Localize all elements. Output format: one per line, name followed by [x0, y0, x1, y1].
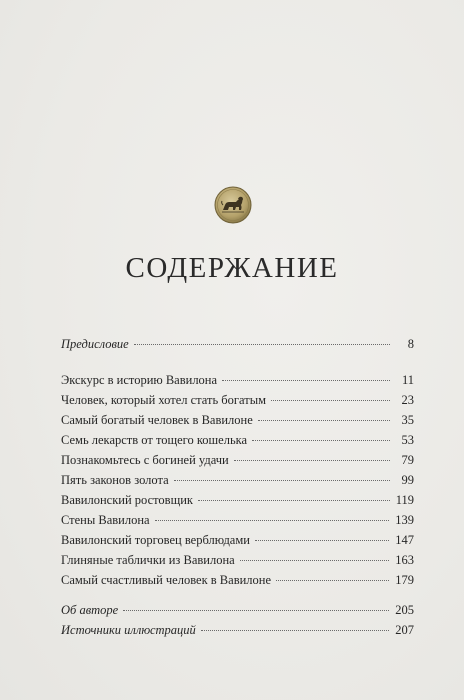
toc-leader-dots	[276, 580, 389, 581]
toc-page-number: 11	[401, 373, 414, 387]
toc-leader-dots	[255, 540, 389, 541]
page-title: СОДЕРЖАНИЕ	[125, 252, 339, 284]
toc-entry[interactable]	[61, 373, 414, 393]
toc-entry-title: Человек, который хотел стать богатым	[61, 393, 267, 407]
toc-entry[interactable]	[61, 473, 414, 493]
lion-medallion-icon	[214, 186, 252, 224]
toc-page-number: 8	[407, 337, 414, 351]
toc-leader-dots	[258, 420, 390, 421]
toc-page-number: 207	[395, 623, 414, 637]
toc-entry[interactable]	[61, 337, 414, 357]
toc-entry[interactable]	[61, 573, 414, 593]
toc-leader-dots	[201, 630, 389, 631]
toc-leader-dots	[234, 460, 390, 461]
toc-entry-title: Вавилонский ростовщик	[61, 493, 193, 507]
toc-page-number: 147	[395, 533, 414, 547]
toc-leader-dots	[123, 610, 389, 611]
toc-entry[interactable]	[61, 553, 414, 573]
toc-entry-title: Об авторе	[61, 603, 119, 617]
toc-entry-title: Источники иллюстраций	[61, 623, 196, 637]
toc-page-number: 179	[395, 573, 414, 587]
toc-entry[interactable]	[61, 623, 414, 643]
toc-entry-title: Познакомьтесь с богиней удачи	[61, 453, 229, 467]
toc-entry[interactable]	[61, 513, 414, 533]
toc-page-number: 205	[395, 603, 414, 617]
toc-page-number: 99	[401, 473, 414, 487]
toc-entry-title: Вавилонский торговец верблюдами	[61, 533, 250, 547]
toc-entry-title: Семь лекарств от тощего кошелька	[61, 433, 248, 447]
toc-page-number: 23	[401, 393, 414, 407]
toc-page-number: 139	[395, 513, 414, 527]
toc-entry-title: Экскурс в историю Вавилона	[61, 373, 218, 387]
toc-entry-title: Самый счастливый человек в Вавилоне	[61, 573, 272, 587]
toc-page-number: 163	[395, 553, 414, 567]
toc-entry-title: Самый богатый человек в Вавилоне	[61, 413, 253, 427]
toc-leader-dots	[222, 380, 390, 381]
toc-page-number: 79	[401, 453, 414, 467]
toc-entry[interactable]	[61, 393, 414, 413]
toc-entry-title: Пять законов золота	[61, 473, 169, 487]
toc-entry[interactable]	[61, 533, 414, 553]
toc-leader-dots	[174, 480, 390, 481]
toc-page-number: 53	[401, 433, 414, 447]
toc-entry-title: Глиняные таблички из Вавилона	[61, 553, 235, 567]
toc-leader-dots	[252, 440, 390, 441]
toc-entry[interactable]	[61, 603, 414, 623]
toc-leader-dots	[155, 520, 390, 521]
toc-page-number: 119	[395, 493, 414, 507]
toc-entry[interactable]	[61, 433, 414, 453]
toc-page-number: 35	[401, 413, 414, 427]
toc-leader-dots	[240, 560, 390, 561]
toc-leader-dots	[198, 500, 390, 501]
toc-entry[interactable]	[61, 453, 414, 473]
toc-entry[interactable]	[61, 413, 414, 433]
toc-leader-dots	[134, 344, 390, 345]
toc-leader-dots	[271, 400, 390, 401]
toc-entry[interactable]	[61, 493, 414, 513]
toc-entry-title: Предисловие	[61, 337, 129, 351]
toc-entry-title: Стены Вавилона	[61, 513, 150, 527]
